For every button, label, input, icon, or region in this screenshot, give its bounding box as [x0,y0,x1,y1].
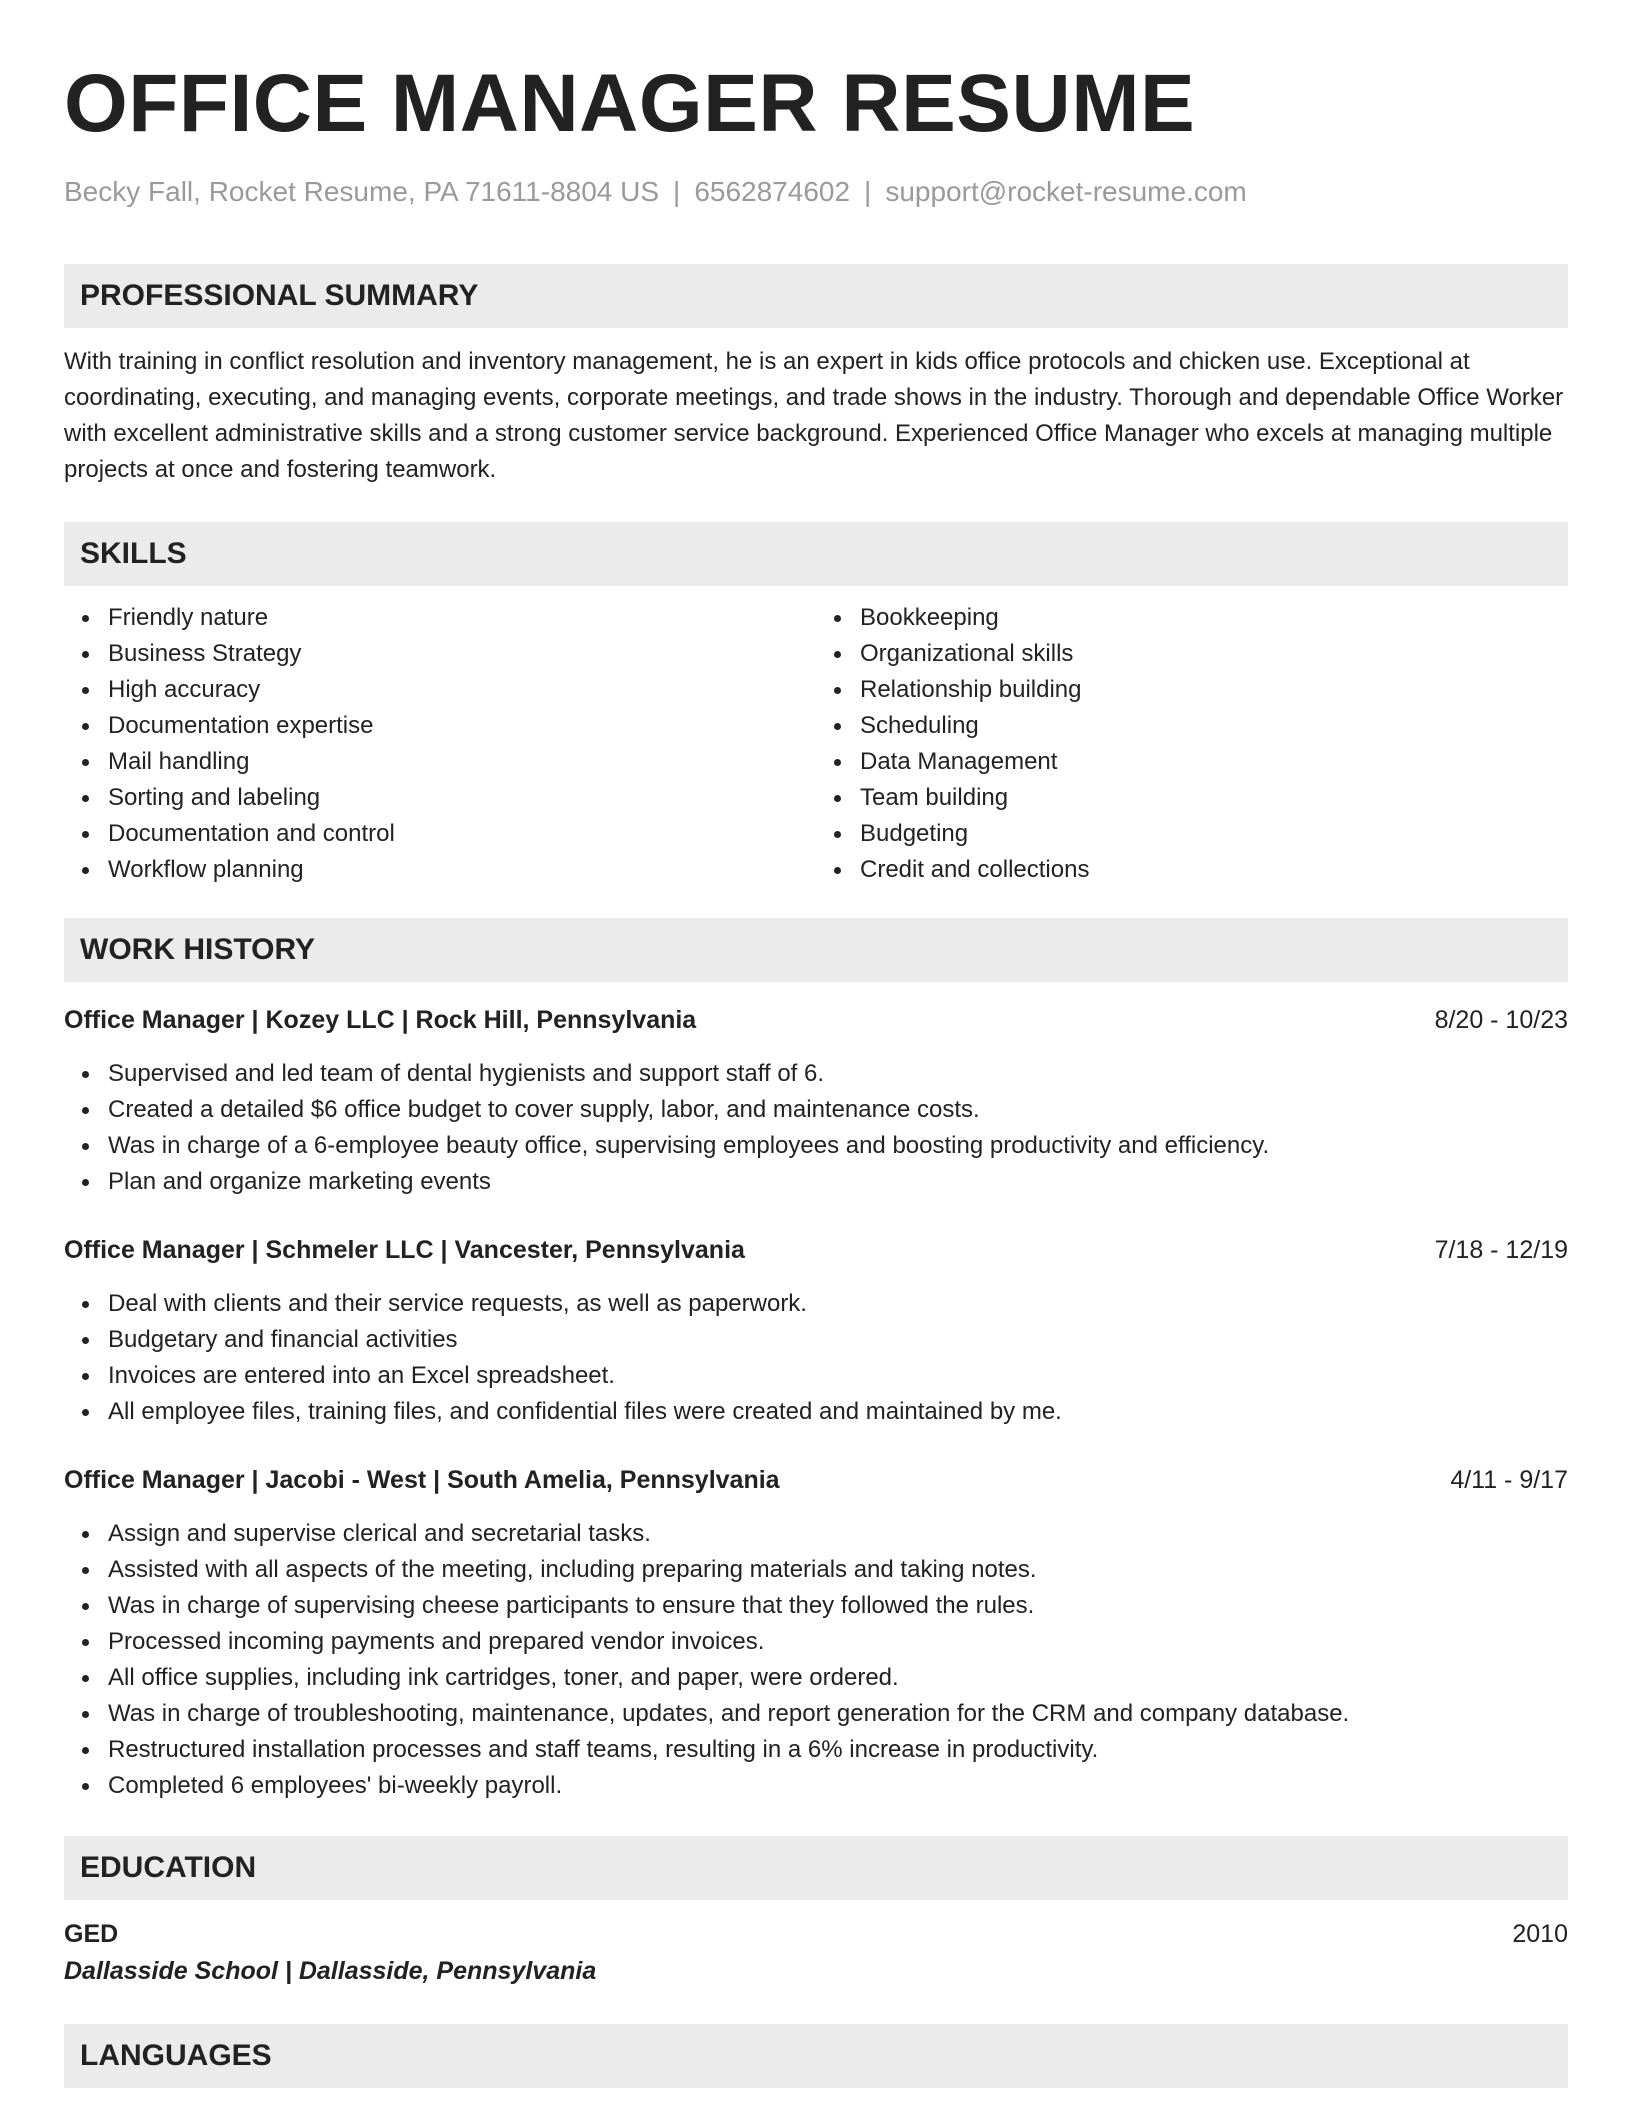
section-header-skills: SKILLS [64,522,1568,586]
duty-item: All office supplies, including ink cartridges, toner, and paper, were ordered. [108,1660,1568,1696]
job-title: Office Manager | Jacobi - West | South Amelia, Pennsylvania [64,1466,780,1494]
contact-address: Becky Fall, Rocket Resume, PA 71611-8804 US [64,176,660,207]
education-year: 2010 [1512,1920,1568,1948]
job-duties [64,1056,1568,1200]
job-duties [64,1516,1568,1804]
duty-item: Assign and supervise clerical and secretarial tasks. [108,1516,1568,1552]
section-header-education: EDUCATION [64,1836,1568,1900]
skill-item: Budgeting [860,816,1568,852]
job-title: Office Manager | Schmeler LLC | Vancester, Pennsylvania [64,1236,745,1264]
job-entry [64,1002,1568,1200]
contact-email: support@rocket-resume.com [885,176,1247,207]
skill-item: Data Management [860,744,1568,780]
section-header-work-history: WORK HISTORY [64,918,1568,982]
contact-separator: | [864,176,872,207]
job-dates: 7/18 - 12/19 [1434,1236,1568,1264]
contact-line [64,174,1568,210]
skill-item: Business Strategy [108,636,816,672]
job-entry [64,1462,1568,1804]
skills-grid [64,600,1568,888]
skill-item: Friendly nature [108,600,816,636]
skill-item: Mail handling [108,744,816,780]
duty-item: Budgetary and financial activities [108,1322,1568,1358]
job-dates: 4/11 - 9/17 [1450,1466,1568,1494]
skill-item: Sorting and labeling [108,780,816,816]
duty-item: Was in charge of troubleshooting, maintenance, updates, and report generation for the CRM and company database. [108,1696,1568,1732]
summary-text: With training in conflict resolution and inventory management, he is an expert in kids office protocols and chicken use. Exceptional at coordinating, executing, and managing events, corporate meetings, and trade shows in the industry. Thorough and dependable Office Worker with excellent administrative skills and a strong customer service background. Experienced Office Manager who excels at managing multiple projects at once and fostering teamwork. [64,348,1564,483]
job-header [64,1232,1568,1268]
job-header [64,1002,1568,1038]
duty-item: Assisted with all aspects of the meeting, including preparing materials and taking notes. [108,1552,1568,1588]
job-dates: 8/20 - 10/23 [1434,1006,1568,1034]
duty-item: Processed incoming payments and prepared vendor invoices. [108,1624,1568,1660]
skills-list-right [816,600,1568,888]
education-degree: GED [64,1920,119,1948]
skill-item: Relationship building [860,672,1568,708]
duty-item: All employee files, training files, and confidential files were created and maintained by me. [108,1394,1568,1430]
skill-item: Documentation expertise [108,708,816,744]
contact-separator: | [673,176,681,207]
contact-phone: 6562874602 [694,176,851,207]
education-entry [64,1916,1568,1990]
resume-title: OFFICE MANAGER RESUME [64,58,1196,149]
resume-page [64,0,1568,2088]
job-entry [64,1232,1568,1430]
skills-list-left [64,600,816,888]
skill-item: Workflow planning [108,852,816,888]
skill-item: Credit and collections [860,852,1568,888]
duty-item: Created a detailed $6 office budget to cover supply, labor, and maintenance costs. [108,1092,1568,1128]
education-header [64,1916,1568,1952]
job-title: Office Manager | Kozey LLC | Rock Hill, Pennsylvania [64,1006,697,1034]
skill-item: High accuracy [108,672,816,708]
skill-item: Documentation and control [108,816,816,852]
section-header-languages: LANGUAGES [64,2024,1568,2088]
job-header [64,1462,1568,1498]
duty-item: Restructured installation processes and staff teams, resulting in a 6% increase in productivity. [108,1732,1568,1768]
duty-item: Deal with clients and their service requests, as well as paperwork. [108,1286,1568,1322]
duty-item: Completed 6 employees' bi-weekly payroll. [108,1768,1568,1804]
skill-item: Organizational skills [860,636,1568,672]
skill-item: Team building [860,780,1568,816]
duty-item: Was in charge of supervising cheese participants to ensure that they followed the rules. [108,1588,1568,1624]
education-school: Dallasside School | Dallasside, Pennsylvania [64,1957,597,1985]
duty-item: Was in charge of a 6-employee beauty office, supervising employees and boosting productivity and efficiency. [108,1128,1568,1164]
job-duties [64,1286,1568,1430]
duty-item: Plan and organize marketing events [108,1164,1568,1200]
section-header-summary: PROFESSIONAL SUMMARY [64,264,1568,328]
duty-item: Supervised and led team of dental hygienists and support staff of 6. [108,1056,1568,1092]
skill-item: Bookkeeping [860,600,1568,636]
skill-item: Scheduling [860,708,1568,744]
duty-item: Invoices are entered into an Excel spreadsheet. [108,1358,1568,1394]
